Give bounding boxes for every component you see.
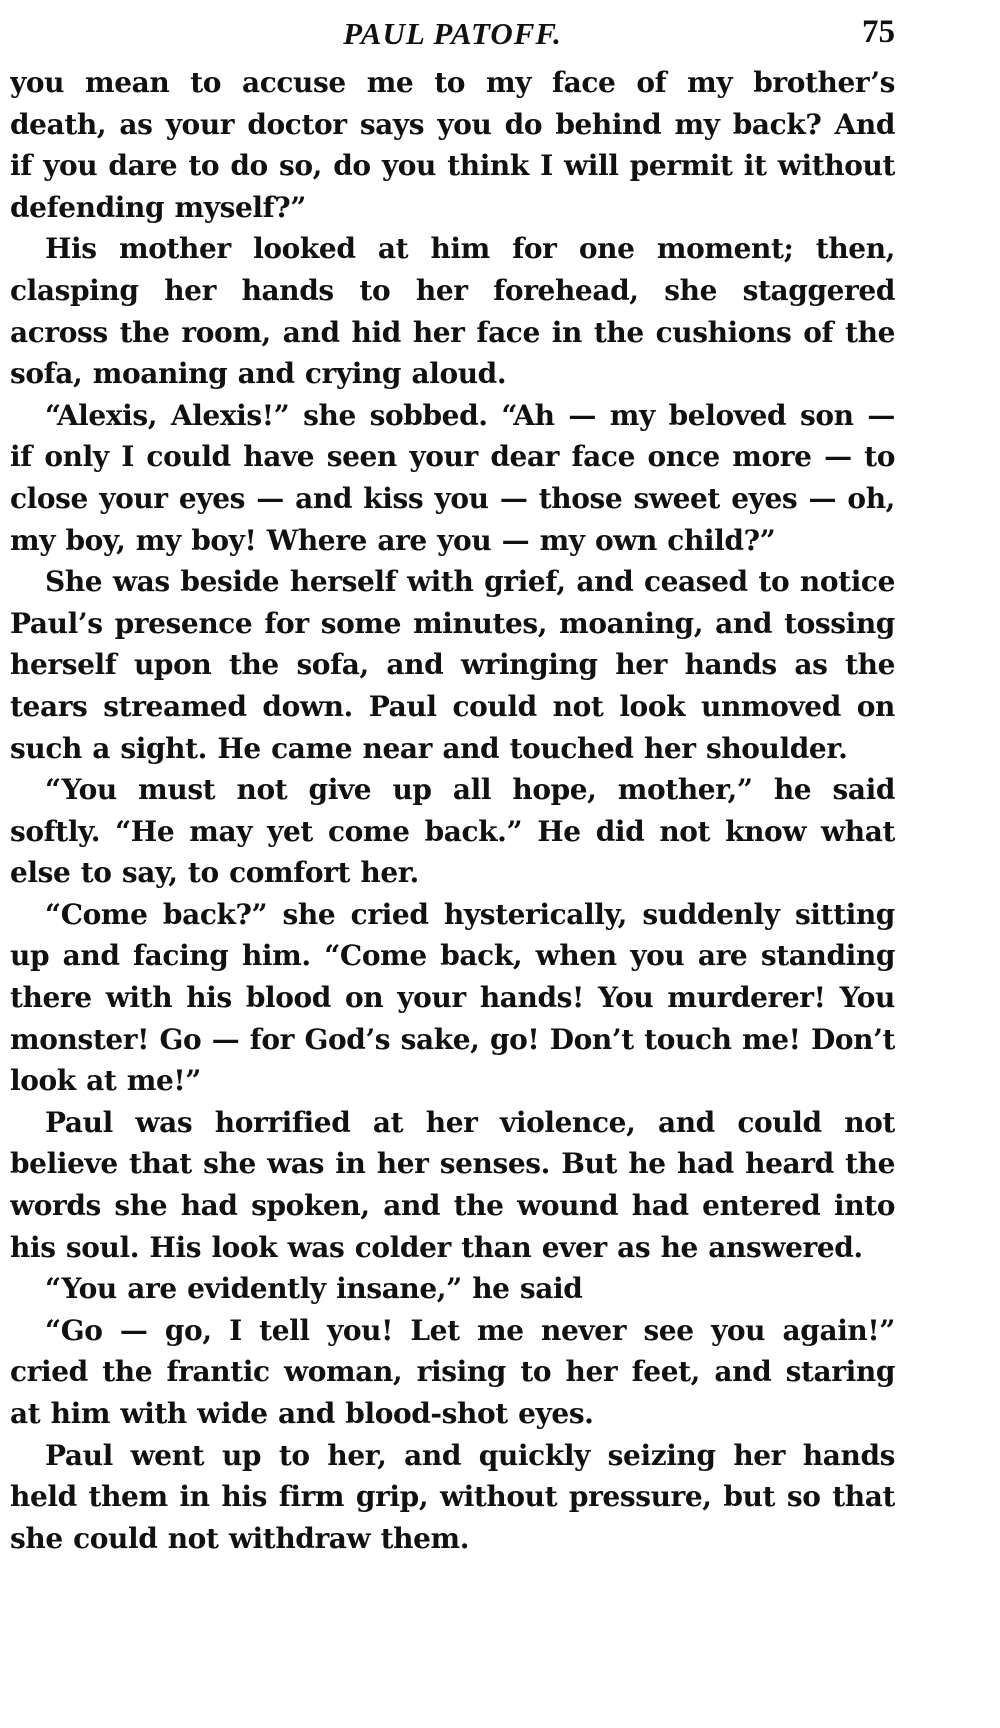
book-page: [10, 0, 895, 1728]
running-title: PAUL PATOFF.: [343, 16, 562, 51]
paragraph: Paul went up to her, and quickly seizing her hands held them in his firm grip, without pressure, but so that she could not withdraw them.: [10, 1438, 895, 1555]
paragraph: “You must not give up all hope, mother,” he said softly. “He may yet come back.” He did not know what else to say, to comfort her.: [10, 773, 895, 890]
body-text: [10, 62, 895, 1559]
paragraph: “Come back?” she cried hysterically, suddenly sitting up and facing him. “Come back, when you are standing there with his blood on your hands! You murderer! You monster! Go — for God’s sake, go! Don’t touch me! Don’t look at me!”: [10, 897, 895, 1098]
page-header: [10, 0, 895, 62]
page-number: 75: [862, 14, 895, 50]
paragraph: She was beside herself with grief, and ceased to notice Paul’s presence for some minutes, moaning, and tossing herself upon the sofa, and wringing her hands as the tears streamed down. Paul could not look unmoved on such a sight. He came near and touched her shoulder.: [10, 565, 895, 765]
paragraph: His mother looked at him for one moment; then, clasping her hands to her forehead, she staggered across the room, and hid her face in the cushions of the sofa, moaning and crying aloud.: [10, 232, 895, 391]
paragraph: “Alexis, Alexis!” she sobbed. “Ah — my beloved son — if only I could have seen your dear face once more — to close your eyes — and kiss you — those sweet eyes — oh, my boy, my boy! Where are you — my own child?”: [10, 398, 895, 557]
paragraph: “Go — go, I tell you! Let me never see you again!” cried the frantic woman, rising to her feet, and staring at him with wide and blood-shot eyes.: [10, 1313, 895, 1430]
paragraph: you mean to accuse me to my face of my brother’s death, as your doctor says you do behind my back? And if you dare to do so, do you think I will permit it without defending myself?”: [10, 66, 895, 224]
paragraph: Paul was horrified at her violence, and could not believe that she was in her senses. But he had heard the words she had spoken, and the wound had entered into his soul. His look was colder than ever as he answered.: [10, 1105, 895, 1264]
paragraph: “You are evidently insane,” he said: [45, 1272, 583, 1306]
